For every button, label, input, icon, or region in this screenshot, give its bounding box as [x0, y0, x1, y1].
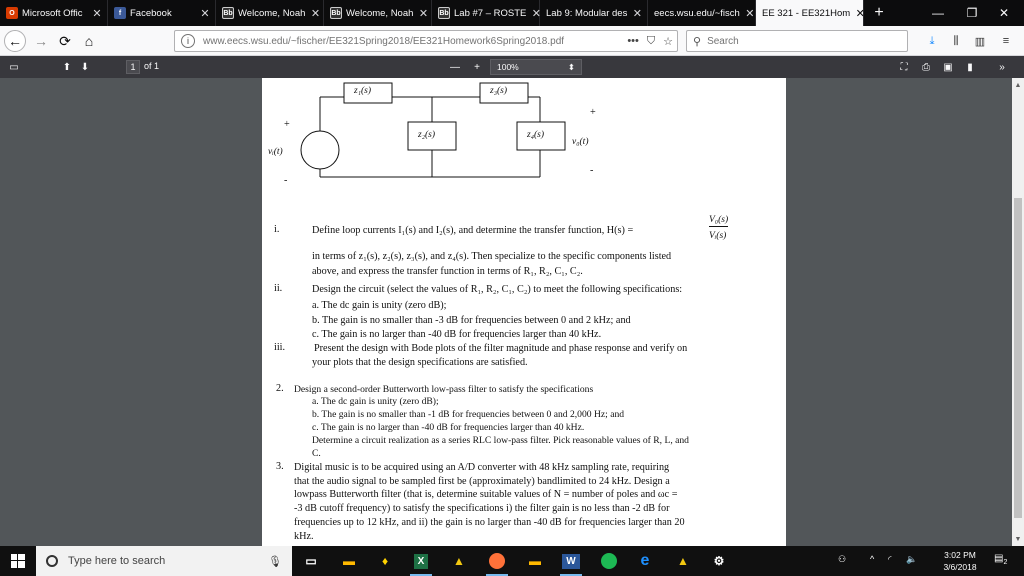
- file-manager-icon[interactable]: ▬: [529, 554, 541, 568]
- q2-a: a. The dc gain is unity (zero dB);: [312, 396, 439, 407]
- bookmark-star-icon[interactable]: ☆: [663, 35, 673, 48]
- item-ii-line1: Design the circuit (select the values of R₁, R₂, C₁, C₂) to meet the following specifications:: [312, 284, 683, 295]
- tab-label: EE 321 - EE321Hom: [762, 7, 851, 19]
- navigation-bar: [0, 26, 1024, 56]
- z1-label: z₁(s): [354, 86, 372, 96]
- info-icon[interactable]: i: [181, 34, 195, 48]
- q3-line1: Digital music is to be acquired using an A/D converter with 48 kHz sampling rate, requiring: [294, 462, 670, 473]
- vi-minus-label: -: [284, 175, 288, 186]
- taskbar: [0, 546, 1024, 576]
- close-icon[interactable]: ✕: [418, 7, 429, 20]
- item-i-line3: above, and express the transfer function in terms of R₁, R₂, C₁, C₂.: [312, 266, 583, 277]
- zoom-in-button[interactable]: +: [474, 61, 480, 73]
- q3-line4: -3 dB cutoff frequency) to satisfy the specifications i) the filter gain is no less than -2 dB for: [294, 503, 670, 514]
- blackboard-icon: Bb: [330, 7, 342, 19]
- item-iii-line2: your plots that the design specifications are satisfied.: [312, 357, 528, 368]
- firefox-logo-icon: [489, 553, 505, 569]
- sidebar-toggle-icon[interactable]: ▭: [9, 61, 19, 73]
- tab-label: Microsoft Offic: [22, 7, 83, 19]
- vi-plus-label: +: [284, 119, 290, 130]
- search-icon: ⚲: [693, 35, 702, 48]
- q2-line1: Design a second-order Butterworth low-pass filter to satisfy the specifications: [294, 384, 594, 395]
- tab-label: Welcome, Noah: [238, 7, 306, 19]
- tab-microsoft-office[interactable]: [0, 0, 108, 26]
- url-bar[interactable]: [174, 30, 678, 52]
- scroll-up-icon[interactable]: ▲: [1014, 81, 1022, 89]
- tab-ee321-active[interactable]: [756, 0, 864, 26]
- cortana-icon: [46, 555, 58, 567]
- scroll-down-icon[interactable]: ▼: [1014, 535, 1022, 543]
- item-i-line1: Define loop currents I₁(s) and I₂(s), and determine the transfer function, H(s) =: [312, 225, 634, 236]
- app-icon[interactable]: ▲: [677, 554, 689, 568]
- restore-button[interactable]: ❐: [966, 6, 978, 20]
- page-count: of 1: [144, 61, 160, 71]
- windows-logo-icon: [11, 554, 25, 568]
- back-button[interactable]: [4, 30, 26, 52]
- tab-label: Lab 9: Modular des: [546, 7, 628, 19]
- q2-b: b. The gain is no smaller than -1 dB for frequencies between 0 and 2,000 Hz; and: [312, 409, 625, 420]
- z4-label: z₄(s): [527, 130, 545, 140]
- document-viewer[interactable]: [0, 78, 1012, 546]
- zoom-out-button[interactable]: —: [450, 61, 460, 73]
- tab-eecs[interactable]: [648, 0, 756, 26]
- close-icon[interactable]: ✕: [632, 7, 642, 20]
- close-icon[interactable]: ✕: [531, 7, 541, 20]
- firefox-icon[interactable]: [482, 549, 512, 573]
- window-close-button[interactable]: ✕: [998, 6, 1010, 20]
- microphone-icon[interactable]: 🎙: [268, 555, 282, 568]
- blackboard-icon: Bb: [438, 7, 450, 19]
- spotify-icon[interactable]: [594, 549, 624, 573]
- sidebar-icon[interactable]: ▥: [974, 35, 986, 48]
- tab-lab9[interactable]: [540, 0, 648, 26]
- notification-count: 2: [1003, 559, 1008, 566]
- tf-denominator: Vᵢ(s): [709, 231, 727, 241]
- item-number: ii.: [274, 283, 283, 294]
- word-icon-label: W: [562, 554, 579, 569]
- item-i-line2: in terms of z₁(s), z₂(s), z₃(s), and z₄(s). Then specialize to the specific components listed: [312, 251, 672, 262]
- pdf-page: [262, 78, 786, 546]
- question-number: 3.: [276, 461, 284, 472]
- chevron-up-icon[interactable]: ^: [870, 554, 875, 564]
- vo-label: v₀(t): [572, 137, 589, 147]
- voltage-source: [301, 131, 339, 169]
- tab-facebook[interactable]: [108, 0, 216, 26]
- start-button[interactable]: [0, 546, 36, 576]
- excel-icon-label: X: [414, 554, 429, 569]
- spotify-logo-icon: [601, 553, 617, 569]
- people-icon[interactable]: ⚇: [838, 554, 847, 564]
- item-ii-c: c. The gain is no larger than -40 dB for frequencies larger than 40 kHz.: [312, 329, 602, 340]
- volume-icon[interactable]: 🔈: [906, 554, 918, 564]
- tab-welcome-2[interactable]: [324, 0, 432, 26]
- vo-plus-label: +: [590, 107, 596, 118]
- hamburger-menu-icon[interactable]: ≡: [1002, 35, 1010, 47]
- clock-time: 3:02 PM: [944, 550, 976, 560]
- tools-menu-icon[interactable]: »: [999, 61, 1005, 73]
- blackboard-icon: Bb: [222, 7, 234, 19]
- tab-lab7[interactable]: [432, 0, 540, 26]
- tab-welcome-1[interactable]: [216, 0, 324, 26]
- page-actions-button[interactable]: •••: [627, 35, 639, 47]
- previous-page-icon[interactable]: ⬆: [62, 61, 72, 73]
- home-icon: ⌂: [84, 33, 94, 49]
- arrow-left-icon: ←: [8, 33, 22, 49]
- home-button[interactable]: [78, 30, 100, 52]
- edge-icon[interactable]: e: [640, 552, 650, 569]
- circuit-diagram: [262, 78, 786, 196]
- system-clock[interactable]: [932, 549, 988, 573]
- tf-numerator: V₀(s): [709, 215, 729, 225]
- new-tab-button[interactable]: +: [874, 4, 884, 21]
- task-view-icon[interactable]: ▭: [305, 554, 317, 568]
- q3-line2: that the audio signal to be sampled first be (approximately) bandlimited to 24 kHz. Design a: [294, 476, 670, 487]
- question-number: 2.: [276, 383, 284, 394]
- close-icon[interactable]: ✕: [745, 7, 755, 20]
- presentation-mode-icon[interactable]: ⛶: [900, 61, 908, 73]
- q2-c: c. The gain is no larger than -40 dB for frequencies larger than 40 kHz.: [312, 422, 585, 433]
- vertical-scrollbar[interactable]: [1012, 78, 1024, 546]
- tab-label: Facebook: [130, 7, 172, 19]
- wifi-icon[interactable]: ◜: [888, 554, 892, 564]
- tab-label: Welcome, Noah: [346, 7, 414, 19]
- next-page-icon[interactable]: ⬇: [80, 61, 90, 73]
- vi-label: vᵢ(t): [268, 147, 283, 157]
- q3-line5: frequencies up to 12 kHz, and ii) the gain is no larger than -40 dB for frequencies larger than 20: [294, 517, 685, 528]
- item-ii-b: b. The gain is no smaller than -3 dB for frequencies between 0 and 2 kHz; and: [312, 315, 631, 326]
- clock-date: 3/6/2018: [943, 562, 977, 572]
- q3-line6: kHz.: [294, 531, 314, 542]
- app-icon[interactable]: ♦: [381, 554, 389, 568]
- tab-strip: [0, 0, 1024, 26]
- taskbar-search-input[interactable]: Type here to search: [68, 555, 166, 567]
- z2-label: z₂(s): [418, 130, 436, 140]
- pocket-icon[interactable]: ⛉: [646, 34, 656, 47]
- item-number: i.: [274, 224, 280, 235]
- close-icon[interactable]: ✕: [310, 7, 321, 20]
- reload-icon: ⟳: [59, 32, 71, 49]
- file-explorer-icon[interactable]: ▬: [343, 554, 355, 568]
- q2-line3: C.: [312, 448, 321, 459]
- pdf-toolbar: [0, 56, 1024, 78]
- search-bar[interactable]: [686, 30, 908, 52]
- app-icon[interactable]: ▲: [453, 554, 465, 568]
- item-number: iii.: [274, 342, 286, 353]
- settings-gear-icon[interactable]: ⚙: [713, 554, 725, 568]
- chevron-down-icon: ⬍: [567, 61, 575, 72]
- notification-icon[interactable]: $▤_2$: [994, 553, 1008, 566]
- downloads-icon[interactable]: ⤓: [929, 34, 935, 47]
- vo-minus-label: -: [590, 165, 594, 176]
- tab-label: eecs.wsu.edu/~fisch: [654, 7, 740, 19]
- office-icon: O: [6, 7, 18, 19]
- tab-label: Lab #7 – ROSTE: [454, 7, 527, 19]
- reload-button[interactable]: [54, 30, 76, 52]
- arrow-right-icon: →: [34, 33, 48, 49]
- excel-icon[interactable]: [406, 549, 436, 573]
- facebook-icon: f: [114, 7, 126, 19]
- search-input[interactable]: Search: [707, 35, 739, 47]
- zoom-select[interactable]: [490, 59, 582, 75]
- print-icon[interactable]: ⎙: [922, 61, 930, 73]
- item-iii-line1: Present the design with Bode plots of the filter magnitude and phase response and verify on: [314, 343, 688, 354]
- zoom-value: 100%: [497, 62, 519, 72]
- q3-line3: lowpass Butterworth filter (that is, determine suitable values of N = number of poles and ωc =: [294, 489, 678, 500]
- word-icon[interactable]: [556, 549, 586, 573]
- item-ii-a: a. The dc gain is unity (zero dB);: [312, 300, 447, 311]
- q2-line2: Determine a circuit realization as a series RLC low-pass filter. Pick reasonable values of R, L, and: [312, 435, 689, 446]
- minimize-button[interactable]: —: [932, 6, 944, 20]
- page-number-input[interactable]: 1: [126, 60, 140, 74]
- url-text[interactable]: www.eecs.wsu.edu/~fischer/EE321Spring2018/EE321Homework6Spring2018.pdf: [203, 35, 565, 47]
- z3-label: z₃(s): [490, 86, 508, 96]
- bookmark-icon[interactable]: ▮: [967, 61, 973, 73]
- taskbar-search[interactable]: [36, 546, 292, 576]
- close-icon[interactable]: ✕: [200, 7, 210, 20]
- close-icon[interactable]: ✕: [92, 7, 102, 20]
- save-icon[interactable]: ▣: [943, 61, 953, 73]
- forward-button[interactable]: [30, 30, 52, 52]
- scrollbar-thumb[interactable]: [1014, 198, 1022, 518]
- library-icon[interactable]: ⫼: [953, 34, 959, 47]
- close-icon[interactable]: ✕: [855, 7, 865, 20]
